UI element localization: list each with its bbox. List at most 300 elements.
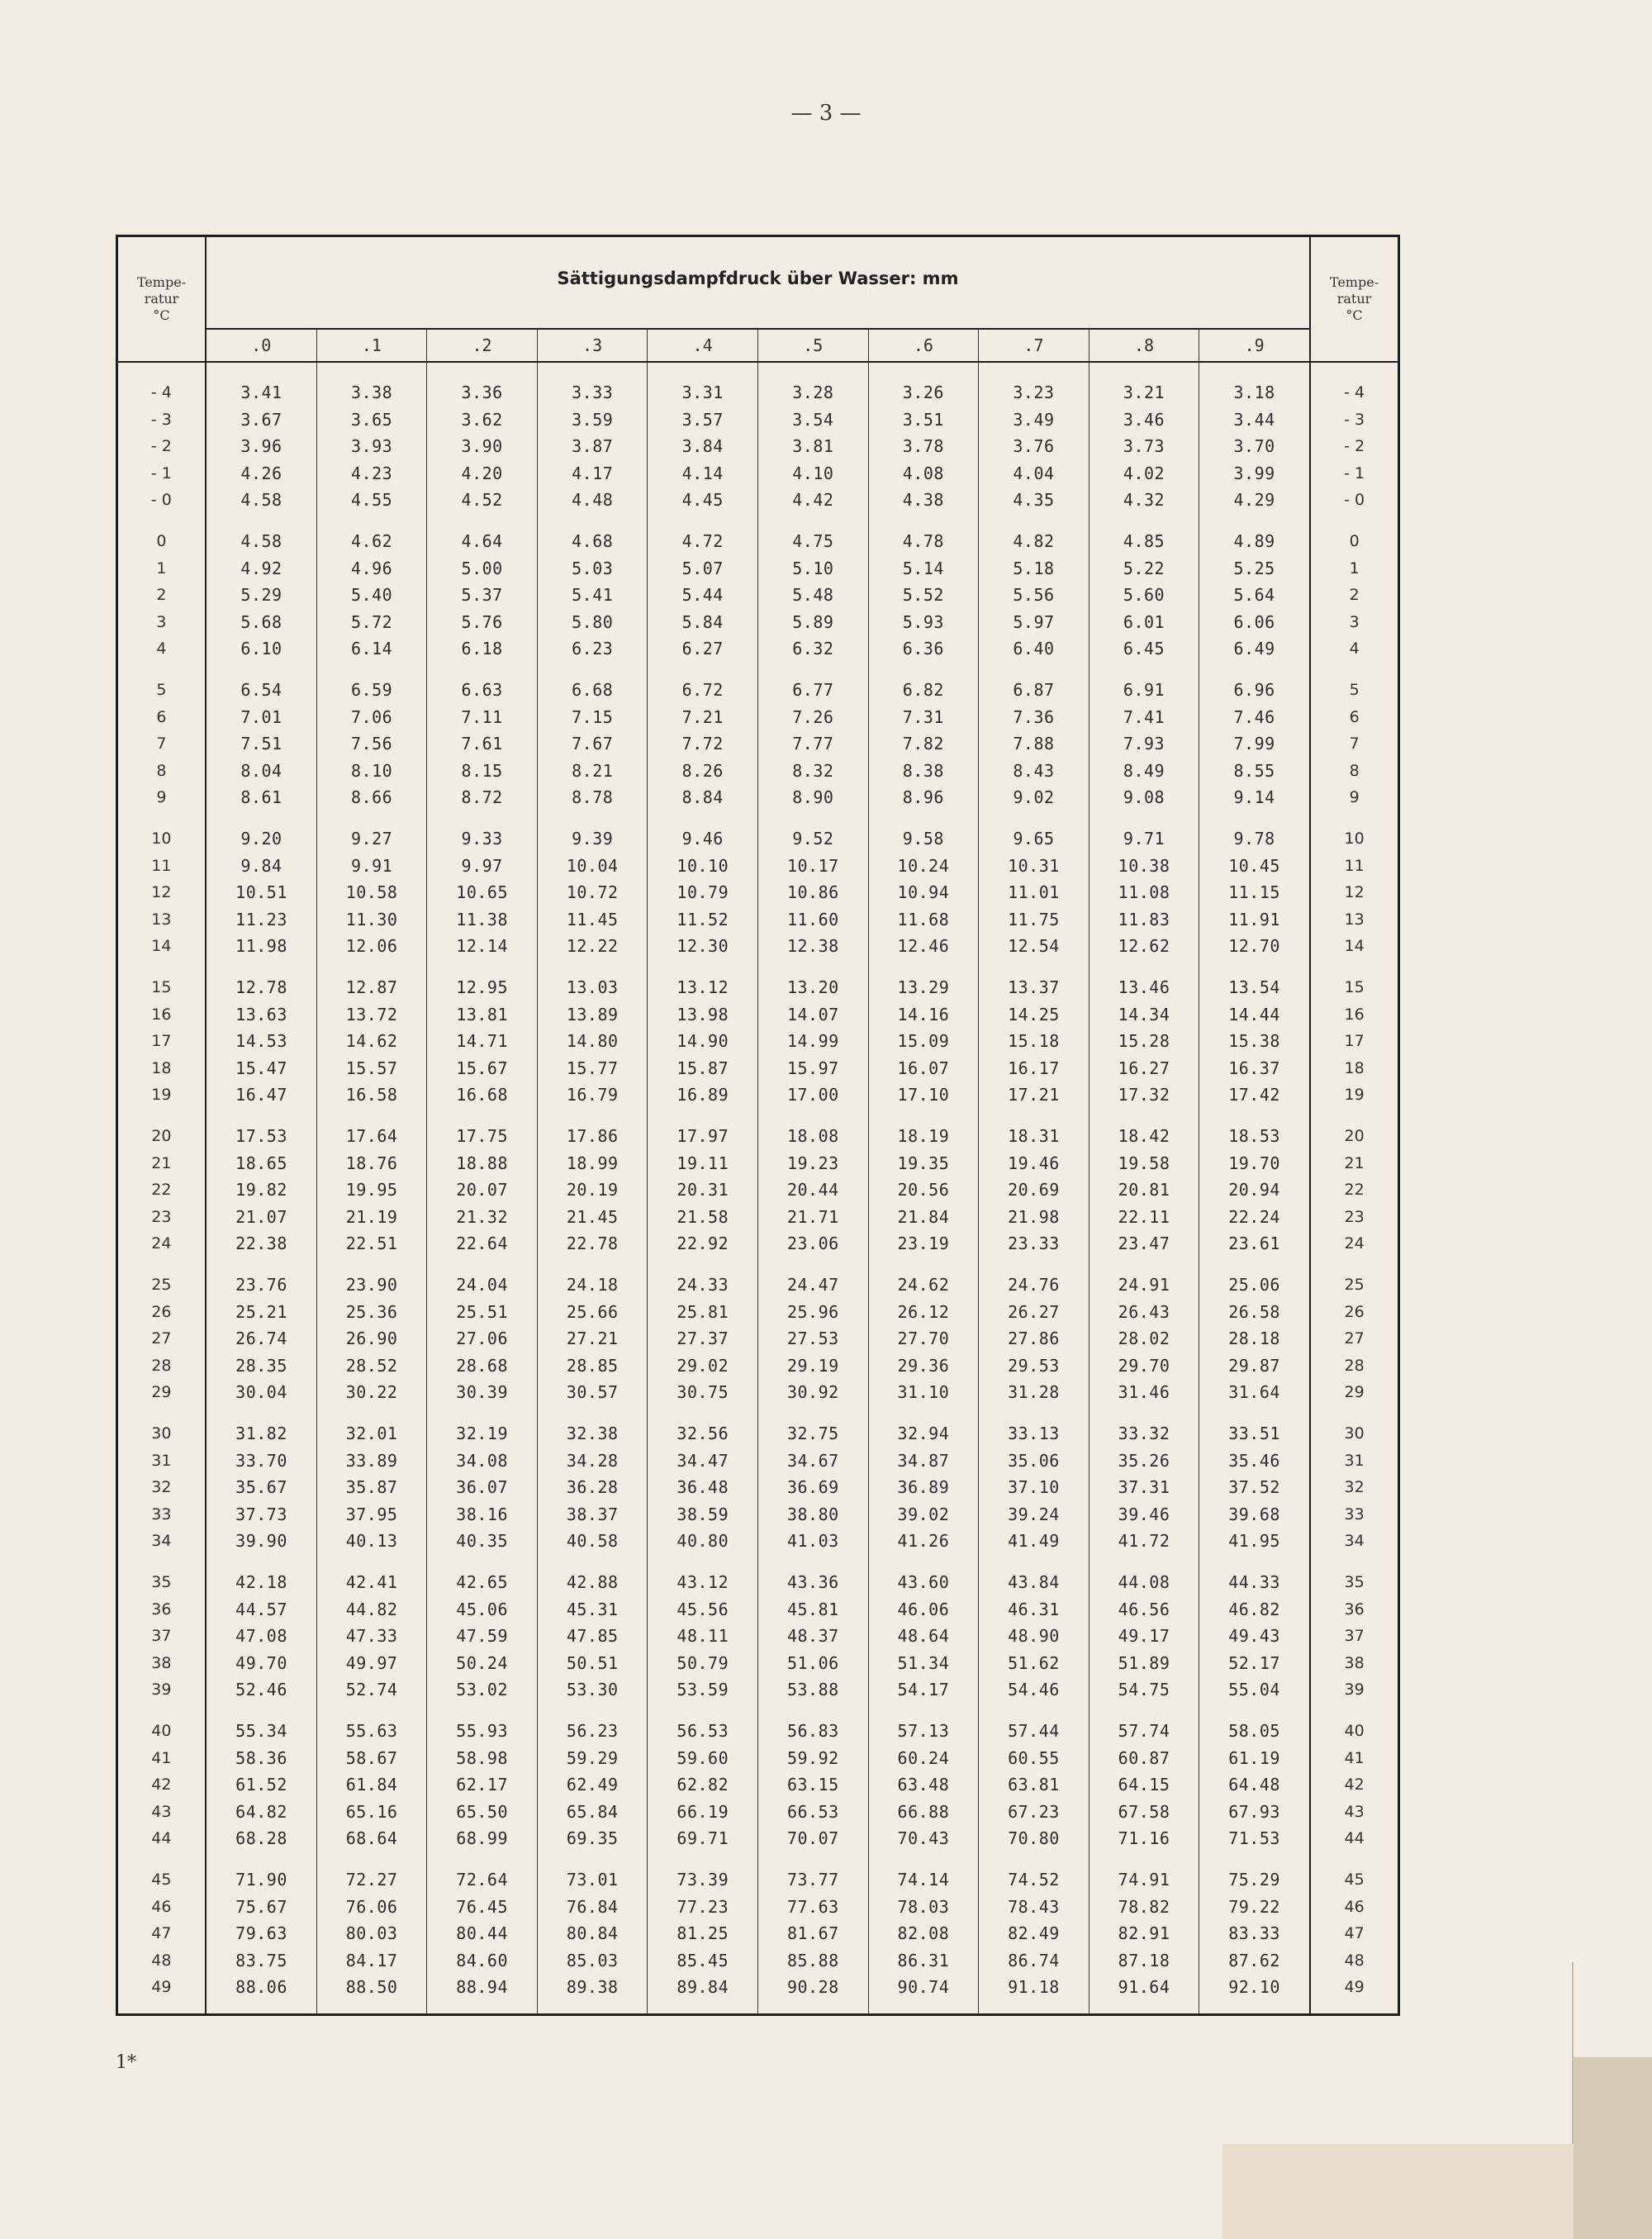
pressure-cell: 41.26 [897, 1531, 950, 1552]
temperature-cell-right: 0 [1349, 532, 1360, 551]
pressure-cell: 5.25 [1233, 558, 1275, 578]
table-row [118, 1718, 1398, 1745]
pressure-cell: 28.18 [1228, 1329, 1280, 1349]
pressure-cell: 57.44 [1008, 1721, 1060, 1742]
pressure-cell: 71.90 [235, 1870, 287, 1890]
pressure-cell: 4.78 [902, 531, 944, 552]
pressure-cell: 8.49 [1123, 760, 1165, 781]
table-row [118, 528, 1398, 555]
pressure-cell: 14.07 [786, 1004, 839, 1024]
pressure-cell: 71.53 [1228, 1828, 1280, 1849]
temperature-cell-left: 46 [151, 1897, 172, 1916]
pressure-cell: 72.64 [456, 1870, 508, 1890]
pressure-cell: 7.77 [792, 734, 834, 754]
column-header: .9 [1244, 335, 1265, 355]
temperature-cell-left: 7 [156, 734, 167, 753]
temperature-cell-left: 44 [151, 1829, 172, 1848]
pressure-cell: 17.32 [1118, 1085, 1170, 1105]
pressure-cell: 3.73 [1123, 436, 1165, 457]
pressure-cell: 47.08 [235, 1626, 287, 1647]
pressure-cell: 4.45 [681, 490, 724, 511]
pressure-cell: 69.35 [566, 1828, 619, 1849]
pressure-cell: 7.56 [350, 734, 393, 754]
temperature-cell-left: - 2 [150, 437, 172, 456]
pressure-cell: 7.15 [572, 706, 614, 727]
pressure-cell: 10.24 [897, 855, 950, 876]
temperature-cell-left: 0 [156, 532, 167, 551]
pressure-cell: 21.84 [897, 1206, 950, 1227]
pressure-cell: 33.51 [1228, 1424, 1280, 1444]
pressure-cell: 13.81 [456, 1004, 508, 1024]
temperature-cell-right: 23 [1344, 1207, 1365, 1226]
pressure-cell: 4.17 [572, 463, 614, 483]
pressure-cell: 8.32 [792, 760, 834, 781]
pressure-cell: 78.43 [1008, 1896, 1060, 1917]
pressure-cell: 4.64 [461, 531, 503, 552]
table-row [118, 487, 1398, 514]
pressure-cell: 6.68 [572, 680, 614, 701]
pressure-cell: 33.13 [1008, 1424, 1060, 1444]
pressure-cell: 9.58 [902, 829, 944, 849]
table-row [118, 704, 1398, 731]
pressure-cell: 34.67 [786, 1450, 839, 1471]
pressure-cell: 65.84 [566, 1801, 619, 1822]
pressure-cell: 56.83 [786, 1721, 839, 1742]
pressure-cell: 16.07 [897, 1058, 950, 1078]
pressure-cell: 4.52 [461, 490, 503, 511]
pressure-cell: 9.27 [350, 829, 393, 849]
pressure-cell: 12.62 [1118, 936, 1170, 957]
pressure-cell: 23.61 [1228, 1234, 1280, 1254]
pressure-cell: 19.35 [897, 1153, 950, 1173]
pressure-cell: 11.23 [235, 909, 287, 929]
pressure-cell: 13.63 [235, 1004, 287, 1024]
pressure-cell: 5.14 [902, 558, 944, 578]
table-row [118, 1379, 1398, 1406]
pressure-cell: 16.79 [566, 1085, 619, 1105]
column-header: .8 [1089, 330, 1200, 361]
table-row [118, 1528, 1398, 1555]
pressure-cell: 14.62 [345, 1031, 398, 1052]
row-group [118, 1420, 1398, 1555]
pressure-cell: 31.10 [897, 1382, 950, 1403]
pressure-cell: 6.23 [572, 639, 614, 659]
pressure-cell: 36.48 [676, 1477, 729, 1498]
table-row [118, 1474, 1398, 1501]
pressure-cell: 37.31 [1118, 1477, 1170, 1498]
pressure-cell: 55.93 [456, 1721, 508, 1742]
pressure-cell: 6.45 [1123, 639, 1165, 659]
temperature-cell-right: 13 [1344, 910, 1365, 929]
pressure-cell: 44.08 [1118, 1572, 1170, 1593]
pressure-cell: 18.19 [897, 1126, 950, 1147]
pressure-cell: 60.55 [1008, 1747, 1060, 1768]
pressure-cell: 4.62 [350, 531, 393, 552]
pressure-cell: 46.56 [1118, 1599, 1170, 1619]
pressure-cell: 9.02 [1013, 787, 1055, 808]
pressure-cell: 5.89 [792, 611, 834, 632]
temperature-cell-right: 25 [1344, 1276, 1365, 1295]
pressure-cell: 6.06 [1233, 611, 1275, 632]
pressure-cell: 10.51 [235, 882, 287, 903]
temperature-cell-right: 47 [1344, 1924, 1365, 1943]
pressure-cell: 3.23 [1013, 383, 1055, 403]
pressure-cell: 8.15 [461, 760, 503, 781]
pressure-cell: 12.06 [345, 936, 398, 957]
pressure-cell: 4.38 [902, 490, 944, 511]
temperature-cell-left: 15 [151, 978, 172, 997]
pressure-cell: 41.03 [786, 1531, 839, 1552]
pressure-cell: 77.63 [786, 1896, 839, 1917]
pressure-cell: 92.10 [1228, 1977, 1280, 1998]
pressure-cell: 5.48 [792, 585, 834, 606]
pressure-cell: 3.41 [240, 383, 282, 403]
pressure-cell: 4.10 [792, 463, 834, 483]
pressure-cell: 9.14 [1233, 787, 1275, 808]
temperature-cell-right: 38 [1344, 1653, 1365, 1672]
pressure-cell: 9.65 [1013, 829, 1055, 849]
temperature-cell-left: 47 [151, 1924, 172, 1943]
pressure-cell: 18.08 [786, 1126, 839, 1147]
pressure-cell: 10.86 [786, 882, 839, 903]
pressure-cell: 68.99 [456, 1828, 508, 1849]
pressure-cell: 10.31 [1008, 855, 1060, 876]
pressure-cell: 6.36 [902, 639, 944, 659]
temperature-cell-left: 37 [151, 1627, 172, 1646]
pressure-cell: 82.49 [1008, 1923, 1060, 1944]
pressure-cell: 80.44 [456, 1923, 508, 1944]
pressure-cell: 29.02 [676, 1355, 729, 1376]
pressure-cell: 29.87 [1228, 1355, 1280, 1376]
temperature-cell-left: 12 [151, 883, 172, 902]
pressure-cell: 68.28 [235, 1828, 287, 1849]
column-header: .4 [648, 330, 758, 361]
pressure-cell: 6.63 [461, 680, 503, 701]
table-row [118, 1920, 1398, 1947]
pressure-cell: 73.39 [676, 1870, 729, 1890]
pressure-cell: 80.03 [345, 1923, 398, 1944]
pressure-cell: 16.47 [235, 1085, 287, 1105]
pressure-cell: 75.67 [235, 1896, 287, 1917]
pressure-cell: 5.22 [1123, 558, 1165, 578]
temperature-cell-right: 21 [1344, 1153, 1365, 1172]
temperature-cell-right: 3 [1349, 612, 1360, 631]
pressure-cell: 15.97 [786, 1058, 839, 1078]
pressure-cell: 17.53 [235, 1126, 287, 1147]
table-row [118, 677, 1398, 704]
pressure-cell: 29.19 [786, 1355, 839, 1376]
pressure-cell: 35.46 [1228, 1450, 1280, 1471]
table-row [118, 1771, 1398, 1799]
temperature-cell-right: 19 [1344, 1086, 1365, 1105]
pressure-cell: 19.95 [345, 1180, 398, 1200]
pressure-cell: 48.11 [676, 1626, 729, 1647]
pressure-cell: 58.98 [456, 1747, 508, 1768]
pressure-cell: 83.33 [1228, 1923, 1280, 1944]
column-header: .6 [869, 330, 980, 361]
pressure-cell: 83.75 [235, 1950, 287, 1970]
pressure-cell: 5.44 [681, 585, 724, 606]
table-row [118, 1894, 1398, 1921]
pressure-cell: 9.33 [461, 829, 503, 849]
pressure-cell: 45.31 [566, 1599, 619, 1619]
pressure-cell: 3.18 [1233, 383, 1275, 403]
pressure-cell: 10.38 [1118, 855, 1170, 876]
pressure-cell: 70.43 [897, 1828, 950, 1849]
pressure-cell: 5.80 [572, 611, 614, 632]
pressure-cell: 13.20 [786, 977, 839, 998]
pressure-cell: 13.29 [897, 977, 950, 998]
pressure-cell: 85.03 [566, 1950, 619, 1970]
pressure-cell: 47.59 [456, 1626, 508, 1647]
temperature-cell-right: 8 [1349, 761, 1360, 780]
pressure-cell: 73.77 [786, 1870, 839, 1890]
pressure-cell: 63.15 [786, 1775, 839, 1795]
pressure-cell: 7.51 [240, 734, 282, 754]
pressure-cell: 4.04 [1013, 463, 1055, 483]
pressure-cell: 88.50 [345, 1977, 398, 1998]
pressure-cell: 76.45 [456, 1896, 508, 1917]
pressure-cell: 20.07 [456, 1180, 508, 1200]
row-group [118, 1272, 1398, 1406]
temperature-cell-left: - 3 [150, 410, 172, 429]
table-row [118, 1230, 1398, 1257]
column-header: .2 [427, 330, 538, 361]
pressure-cell: 14.16 [897, 1004, 950, 1024]
pressure-cell: 63.48 [897, 1775, 950, 1795]
temperature-cell-left: 9 [156, 788, 167, 807]
pressure-cell: 10.58 [345, 882, 398, 903]
pressure-cell: 3.44 [1233, 409, 1275, 430]
table-row [118, 1596, 1398, 1623]
pressure-cell: 5.18 [1013, 558, 1055, 578]
table-row [118, 730, 1398, 758]
temperature-cell-left: 43 [151, 1802, 172, 1821]
pressure-cell: 40.35 [456, 1531, 508, 1552]
pressure-cell: 19.70 [1228, 1153, 1280, 1173]
pressure-cell: 28.85 [566, 1355, 619, 1376]
pressure-cell: 3.70 [1233, 436, 1275, 457]
pressure-cell: 5.52 [902, 585, 944, 606]
temperature-cell-right: 22 [1344, 1181, 1365, 1200]
pressure-cell: 42.18 [235, 1572, 287, 1593]
table-row [118, 784, 1398, 811]
pressure-cell: 4.48 [572, 490, 614, 511]
row-group [118, 379, 1398, 514]
pressure-cell: 11.83 [1118, 909, 1170, 929]
column-header: .3 [538, 330, 648, 361]
pressure-cell: 12.22 [566, 936, 619, 957]
pressure-cell: 14.53 [235, 1031, 287, 1052]
table-row [118, 1325, 1398, 1352]
pressure-cell: 90.74 [897, 1977, 950, 1998]
pressure-cell: 43.60 [897, 1572, 950, 1593]
pressure-cell: 3.26 [902, 383, 944, 403]
pressure-cell: 64.48 [1228, 1775, 1280, 1795]
temperature-cell-right: 26 [1344, 1302, 1365, 1321]
pressure-cell: 4.08 [902, 463, 944, 483]
pressure-cell: 43.12 [676, 1572, 729, 1593]
pressure-cell: 4.02 [1123, 463, 1165, 483]
pressure-cell: 23.06 [786, 1234, 839, 1254]
pressure-cell: 11.98 [235, 936, 287, 957]
pressure-cell: 49.43 [1228, 1626, 1280, 1647]
pressure-cell: 9.39 [572, 829, 614, 849]
pressure-cell: 14.71 [456, 1031, 508, 1052]
pressure-cell: 13.54 [1228, 977, 1280, 998]
row-group [118, 1718, 1398, 1852]
temperature-cell-left: 2 [156, 586, 167, 605]
pressure-cell: 8.96 [902, 787, 944, 808]
pressure-cell: 3.96 [240, 436, 282, 457]
pressure-cell: 8.04 [240, 760, 282, 781]
pressure-cell: 39.68 [1228, 1504, 1280, 1524]
pressure-cell: 7.88 [1013, 734, 1055, 754]
pressure-cell: 21.32 [456, 1206, 508, 1227]
pressure-cell: 74.91 [1118, 1870, 1170, 1890]
pressure-cell: 16.89 [676, 1085, 729, 1105]
pressure-cell: 50.24 [456, 1652, 508, 1673]
pressure-cell: 18.99 [566, 1153, 619, 1173]
pressure-cell: 4.55 [350, 490, 393, 511]
temperature-cell-left: 38 [151, 1653, 172, 1672]
pressure-cell: 13.12 [676, 977, 729, 998]
pressure-cell: 7.31 [902, 706, 944, 727]
temperature-cell-right: 20 [1344, 1127, 1365, 1146]
pressure-cell: 28.02 [1118, 1329, 1170, 1349]
pressure-cell: 11.08 [1118, 882, 1170, 903]
pressure-cell: 60.87 [1118, 1747, 1170, 1768]
pressure-cell: 8.38 [902, 760, 944, 781]
pressure-cell: 3.31 [681, 383, 724, 403]
pressure-cell: 19.46 [1008, 1153, 1060, 1173]
pressure-cell: 16.58 [345, 1085, 398, 1105]
pressure-cell: 5.00 [461, 558, 503, 578]
pressure-cell: 6.18 [461, 639, 503, 659]
pressure-cell: 5.64 [1233, 585, 1275, 606]
pressure-cell: 11.30 [345, 909, 398, 929]
temperature-cell-left: 31 [151, 1451, 172, 1470]
pressure-cell: 30.22 [345, 1382, 398, 1403]
pressure-cell: 6.77 [792, 680, 834, 701]
temperature-cell-left: 35 [151, 1573, 172, 1592]
pressure-cell: 11.91 [1228, 909, 1280, 929]
table-row [118, 879, 1398, 906]
pressure-cell: 6.87 [1013, 680, 1055, 701]
pressure-cell: 3.93 [350, 436, 393, 457]
pressure-cell: 85.88 [786, 1950, 839, 1970]
pressure-cell: 11.38 [456, 909, 508, 929]
table-row [118, 635, 1398, 663]
column-header-row [206, 328, 1309, 361]
pressure-cell: 65.50 [456, 1801, 508, 1822]
pressure-cell: 89.38 [566, 1977, 619, 1998]
pressure-cell: 77.23 [676, 1896, 729, 1917]
temperature-cell-left: 40 [151, 1722, 172, 1741]
pressure-cell: 53.88 [786, 1680, 839, 1700]
pressure-cell: 38.59 [676, 1504, 729, 1524]
pressure-cell: 71.16 [1118, 1828, 1170, 1849]
pressure-cell: 6.82 [902, 680, 944, 701]
pressure-cell: 31.46 [1118, 1382, 1170, 1403]
pressure-cell: 9.84 [240, 855, 282, 876]
pressure-cell: 7.41 [1123, 706, 1165, 727]
pressure-cell: 9.97 [461, 855, 503, 876]
table-row [118, 1001, 1398, 1029]
temperature-cell-left: 42 [151, 1776, 172, 1795]
pressure-cell: 49.97 [345, 1652, 398, 1673]
pressure-cell: 64.15 [1118, 1775, 1170, 1795]
pressure-cell: 4.92 [240, 558, 282, 578]
temperature-cell-right: 34 [1344, 1532, 1365, 1551]
temperature-cell-left: 27 [151, 1329, 172, 1348]
pressure-cell: 80.84 [566, 1923, 619, 1944]
pressure-cell: 20.31 [676, 1180, 729, 1200]
pressure-cell: 10.10 [676, 855, 729, 876]
row-group [118, 1866, 1398, 2001]
pressure-cell: 5.60 [1123, 585, 1165, 606]
pressure-cell: 23.19 [897, 1234, 950, 1254]
pressure-cell: 78.03 [897, 1896, 950, 1917]
pressure-cell: 6.27 [681, 639, 724, 659]
temperature-cell-right: 33 [1344, 1505, 1365, 1524]
pressure-cell: 22.92 [676, 1234, 729, 1254]
pressure-cell: 25.51 [456, 1301, 508, 1322]
pressure-cell: 5.84 [681, 611, 724, 632]
pressure-cell: 7.36 [1013, 706, 1055, 727]
pressure-cell: 17.21 [1008, 1085, 1060, 1105]
pressure-cell: 10.17 [786, 855, 839, 876]
pressure-cell: 44.33 [1228, 1572, 1280, 1593]
pressure-cell: 35.06 [1008, 1450, 1060, 1471]
temperature-cell-right: 43 [1344, 1802, 1365, 1821]
pressure-cell: 69.71 [676, 1828, 729, 1849]
table-row [118, 1055, 1398, 1082]
temperature-cell-left: 4 [156, 639, 167, 658]
pressure-cell: 18.42 [1118, 1126, 1170, 1147]
pressure-cell: 3.46 [1123, 409, 1165, 430]
temperature-cell-left: 21 [151, 1153, 172, 1172]
pressure-cell: 61.84 [345, 1775, 398, 1795]
pressure-cell: 24.76 [1008, 1275, 1060, 1295]
pressure-cell: 32.56 [676, 1424, 729, 1444]
pressure-cell: 23.90 [345, 1275, 398, 1295]
pressure-cell: 58.05 [1228, 1721, 1280, 1742]
table-row [118, 555, 1398, 582]
pressure-cell: 67.93 [1228, 1801, 1280, 1822]
table-row [118, 406, 1398, 434]
table-row [118, 1352, 1398, 1380]
temperature-cell-left: - 1 [150, 463, 172, 483]
pressure-cell: 56.23 [566, 1721, 619, 1742]
pressure-cell: 7.11 [461, 706, 503, 727]
table-row [118, 1299, 1398, 1326]
pressure-cell: 6.96 [1233, 680, 1275, 701]
pressure-cell: 91.64 [1118, 1977, 1170, 1998]
temperature-cell-left: 14 [151, 937, 172, 956]
pressure-cell: 26.43 [1118, 1301, 1170, 1322]
pressure-cell: 5.68 [240, 611, 282, 632]
pressure-cell: 22.38 [235, 1234, 287, 1254]
temperature-cell-left: 34 [151, 1532, 172, 1551]
pressure-cell: 3.87 [572, 436, 614, 457]
pressure-cell: 25.36 [345, 1301, 398, 1322]
pressure-cell: 15.28 [1118, 1031, 1170, 1052]
table-row [118, 1676, 1398, 1704]
pressure-cell: 16.27 [1118, 1058, 1170, 1078]
pressure-cell: 53.30 [566, 1680, 619, 1700]
pressure-cell: 13.98 [676, 1004, 729, 1024]
